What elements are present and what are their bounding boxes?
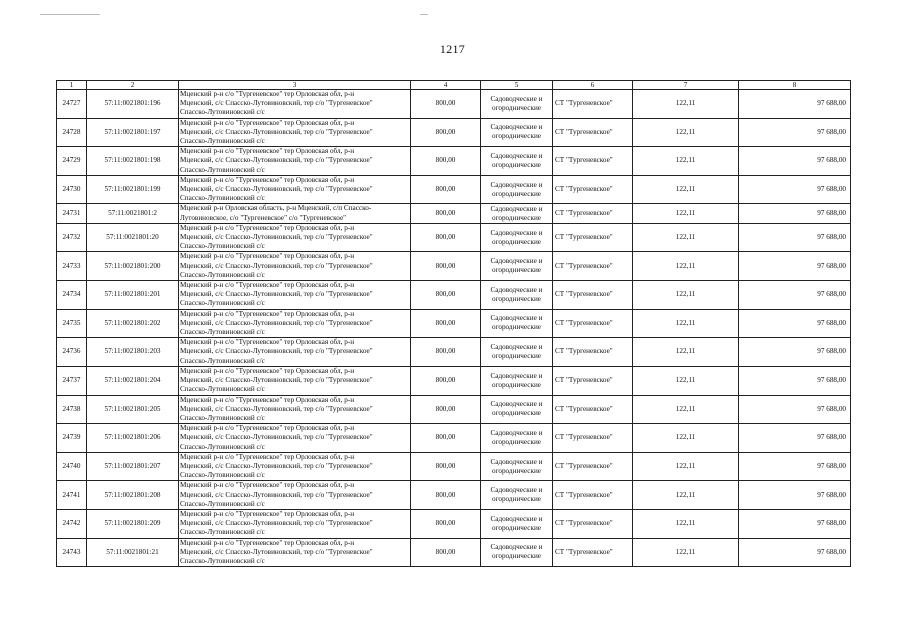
- cadastral-cost-cell: 97 688,00: [739, 538, 851, 567]
- address-cell: [179, 538, 411, 567]
- register-table-container: [56, 80, 851, 567]
- address-line: Мценский, с/с Спасско-Лутовиновский, тер с/о "Тургеневское": [180, 156, 373, 165]
- address-line: Мценский р-н с/о "Тургеневское" тер Орловская обл, р-н: [180, 252, 355, 261]
- organization-cell: СТ "Тургеневское": [553, 204, 633, 223]
- row-number-cell: 24741: [57, 481, 87, 510]
- address-line: Мценский р-н с/о "Тургеневское" тер Орловская обл, р-н: [180, 509, 355, 518]
- purpose-line: Садоводческие и: [490, 228, 543, 237]
- address-line: Мценский, с/с Спасско-Лутовиновский, тер с/о "Тургеневское": [180, 127, 373, 136]
- row-number-cell: 24736: [57, 338, 87, 367]
- row-number-cell: 24731: [57, 204, 87, 223]
- table-row: [57, 366, 851, 395]
- table-row: [57, 175, 851, 204]
- cadastral-number-cell: 57:11:0021801:199: [87, 175, 179, 204]
- organization-cell: СТ "Тургеневское": [553, 175, 633, 204]
- area-cell: 800,00: [411, 366, 481, 395]
- address-line: Спасско-Лутовиновский с/с: [180, 499, 265, 508]
- unit-value-cell: 122,11: [633, 538, 739, 567]
- area-cell: 800,00: [411, 309, 481, 338]
- purpose-line: Садоводческие и: [490, 152, 543, 161]
- row-number-cell: 24739: [57, 424, 87, 453]
- address-line: Мценский р-н с/о "Тургеневское" тер Орловская обл, р-н: [180, 309, 355, 318]
- table-row: [57, 395, 851, 424]
- address-line: Мценский, с/с Спасско-Лутовиновский, тер с/о "Тургеневское": [180, 404, 373, 413]
- row-number-cell: 24727: [57, 90, 87, 119]
- organization-cell: СТ "Тургеневское": [553, 538, 633, 567]
- row-number-cell: 24743: [57, 538, 87, 567]
- table-row: [57, 481, 851, 510]
- cadastral-number-cell: 57:11:0021801:21: [87, 538, 179, 567]
- unit-value-cell: 122,11: [633, 481, 739, 510]
- cadastral-number-cell: 57:11:0021801:206: [87, 424, 179, 453]
- purpose-cell: [481, 90, 553, 119]
- area-cell: 800,00: [411, 147, 481, 176]
- area-cell: 800,00: [411, 252, 481, 281]
- cadastral-cost-cell: 97 688,00: [739, 252, 851, 281]
- address-cell: [179, 147, 411, 176]
- address-cell: [179, 252, 411, 281]
- cadastral-cost-cell: 97 688,00: [739, 452, 851, 481]
- row-number-cell: 24737: [57, 366, 87, 395]
- purpose-line: огороднические: [492, 466, 541, 475]
- address-line: Мценский р-н с/о "Тургеневское" тер Орловская обл, р-н: [180, 395, 355, 404]
- purpose-line: огороднические: [492, 323, 541, 332]
- unit-value-cell: 122,11: [633, 147, 739, 176]
- cadastral-cost-cell: 97 688,00: [739, 204, 851, 223]
- organization-cell: СТ "Тургеневское": [553, 366, 633, 395]
- unit-value-cell: 122,11: [633, 395, 739, 424]
- area-cell: 800,00: [411, 118, 481, 147]
- address-line: Спасско-Лутовиновский с/с: [180, 442, 265, 451]
- organization-cell: СТ "Тургеневское": [553, 90, 633, 119]
- unit-value-cell: 122,11: [633, 204, 739, 223]
- purpose-cell: [481, 366, 553, 395]
- purpose-cell: [481, 175, 553, 204]
- cadastral-number-cell: 57:11:0021801:207: [87, 452, 179, 481]
- row-number-cell: 24734: [57, 281, 87, 310]
- purpose-line: Садоводческие и: [490, 180, 543, 189]
- row-number-cell: 24732: [57, 223, 87, 252]
- organization-cell: СТ "Тургеневское": [553, 309, 633, 338]
- address-cell: [179, 338, 411, 367]
- cadastral-number-cell: 57:11:0021801:198: [87, 147, 179, 176]
- purpose-line: Садоводческие и: [490, 543, 543, 552]
- address-line: Мценский, с/с Спасско-Лутовиновский, тер с/о "Тургеневское": [180, 461, 373, 470]
- purpose-cell: [481, 338, 553, 367]
- organization-cell: СТ "Тургеневское": [553, 452, 633, 481]
- purpose-line: огороднические: [492, 352, 541, 361]
- table-row: [57, 252, 851, 281]
- table-row: [57, 223, 851, 252]
- purpose-line: огороднические: [492, 237, 541, 246]
- address-line: Мценский, с/с Спасско-Лутовиновский, тер с/о "Тургеневское": [180, 261, 373, 270]
- purpose-cell: [481, 252, 553, 281]
- land-plot-register-table: [56, 80, 851, 567]
- area-cell: 800,00: [411, 395, 481, 424]
- column-header: 4: [411, 81, 481, 90]
- address-line: Спасско-Лутовиновский с/с: [180, 356, 265, 365]
- cadastral-number-cell: 57:11:0021801:20: [87, 223, 179, 252]
- cadastral-number-cell: 57:11:0021801:197: [87, 118, 179, 147]
- area-cell: 800,00: [411, 90, 481, 119]
- register-table-body: [57, 90, 851, 567]
- address-line: Спасско-Лутовиновский с/с: [180, 471, 265, 480]
- row-number-cell: 24742: [57, 509, 87, 538]
- scan-artifact: [40, 14, 100, 15]
- table-row: [57, 309, 851, 338]
- unit-value-cell: 122,11: [633, 118, 739, 147]
- column-header: 3: [179, 81, 411, 90]
- purpose-line: Садоводческие и: [490, 314, 543, 323]
- table-row: [57, 147, 851, 176]
- address-cell: [179, 366, 411, 395]
- purpose-cell: [481, 309, 553, 338]
- table-row: [57, 204, 851, 223]
- unit-value-cell: 122,11: [633, 175, 739, 204]
- table-row: [57, 509, 851, 538]
- address-line: Спасско-Лутовиновский с/с: [180, 165, 265, 174]
- area-cell: 800,00: [411, 204, 481, 223]
- address-line: Спасско-Лутовиновский с/с: [180, 108, 265, 117]
- address-line: Мценский р-н с/о "Тургеневское" тер Орловская обл, р-н: [180, 281, 355, 290]
- purpose-line: Садоводческие и: [490, 94, 543, 103]
- table-row: [57, 424, 851, 453]
- row-number-cell: 24728: [57, 118, 87, 147]
- purpose-line: огороднические: [492, 552, 541, 561]
- address-line: Мценский, с/с Спасско-Лутовиновский, тер с/о "Тургеневское": [180, 490, 373, 499]
- unit-value-cell: 122,11: [633, 252, 739, 281]
- purpose-line: Садоводческие и: [490, 285, 543, 294]
- cadastral-number-cell: 57:11:0021801:209: [87, 509, 179, 538]
- unit-value-cell: 122,11: [633, 366, 739, 395]
- address-line: Мценский р-н с/о "Тургеневское" тер Орловская обл, р-н: [180, 147, 355, 156]
- area-cell: 800,00: [411, 338, 481, 367]
- address-line: Спасско-Лутовиновский с/с: [180, 413, 265, 422]
- row-number-cell: 24729: [57, 147, 87, 176]
- purpose-line: огороднические: [492, 523, 541, 532]
- address-line: Мценский р-н с/о "Тургеневское" тер Орловская обл, р-н: [180, 175, 355, 184]
- column-header: 7: [633, 81, 739, 90]
- purpose-line: Садоводческие и: [490, 123, 543, 132]
- area-cell: 800,00: [411, 424, 481, 453]
- table-row: [57, 281, 851, 310]
- unit-value-cell: 122,11: [633, 281, 739, 310]
- purpose-cell: [481, 538, 553, 567]
- address-line: Мценский р-н с/о "Тургеневское" тер Орловская обл, р-н: [180, 452, 355, 461]
- organization-cell: СТ "Тургеневское": [553, 281, 633, 310]
- address-line: Мценский, с/с Спасско-Лутовиновский, тер с/о "Тургеневское": [180, 185, 373, 194]
- unit-value-cell: 122,11: [633, 424, 739, 453]
- address-line: Мценский р-н с/о "Тургеневское" тер Орловская обл, р-н: [180, 366, 355, 375]
- cadastral-cost-cell: 97 688,00: [739, 366, 851, 395]
- purpose-line: Садоводческие и: [490, 486, 543, 495]
- organization-cell: СТ "Тургеневское": [553, 147, 633, 176]
- address-line: Мценский р-н с/о "Тургеневское" тер Орловская обл, р-н: [180, 338, 355, 347]
- area-cell: 800,00: [411, 509, 481, 538]
- cadastral-cost-cell: 97 688,00: [739, 395, 851, 424]
- table-row: [57, 90, 851, 119]
- address-line: Мценский, с/с Спасско-Лутовиновский, тер с/о "Тургеневское": [180, 318, 373, 327]
- table-row: [57, 338, 851, 367]
- address-line: Мценский, с/с Спасско-Лутовиновский, тер с/о "Тургеневское": [180, 547, 373, 556]
- purpose-line: огороднические: [492, 380, 541, 389]
- purpose-cell: [481, 424, 553, 453]
- cadastral-cost-cell: 97 688,00: [739, 338, 851, 367]
- address-cell: [179, 204, 411, 223]
- purpose-line: огороднические: [492, 103, 541, 112]
- address-cell: [179, 223, 411, 252]
- area-cell: 800,00: [411, 223, 481, 252]
- address-line: Спасско-Лутовиновский с/с: [180, 528, 265, 537]
- purpose-line: огороднические: [492, 437, 541, 446]
- address-cell: [179, 452, 411, 481]
- purpose-line: огороднические: [492, 213, 541, 222]
- cadastral-number-cell: 57:11:0021801:200: [87, 252, 179, 281]
- cadastral-cost-cell: 97 688,00: [739, 147, 851, 176]
- cadastral-cost-cell: 97 688,00: [739, 509, 851, 538]
- address-line: Мценский, с/с Спасско-Лутовиновский, тер с/о "Тургеневское": [180, 233, 373, 242]
- column-header: 1: [57, 81, 87, 90]
- column-header: 5: [481, 81, 553, 90]
- address-cell: [179, 509, 411, 538]
- address-line: Мценский, с/с Спасско-Лутовиновский, тер с/о "Тургеневское": [180, 99, 373, 108]
- page-number: 1217: [439, 42, 466, 56]
- purpose-cell: [481, 281, 553, 310]
- address-line: Мценский, с/с Спасско-Лутовиновский, тер с/о "Тургеневское": [180, 290, 373, 299]
- address-line: Мценский р-н Орловская область, р-н Мценский, с/п Спасско-: [180, 204, 372, 213]
- row-number-cell: 24733: [57, 252, 87, 281]
- address-line: Спасско-Лутовиновский с/с: [180, 299, 265, 308]
- purpose-line: огороднические: [492, 495, 541, 504]
- purpose-cell: [481, 223, 553, 252]
- scan-artifact: [420, 14, 428, 15]
- purpose-line: Садоводческие и: [490, 400, 543, 409]
- purpose-line: Садоводческие и: [490, 428, 543, 437]
- purpose-cell: [481, 509, 553, 538]
- address-line: Мценский р-н с/о "Тургеневское" тер Орловская обл, р-н: [180, 118, 355, 127]
- cadastral-cost-cell: 97 688,00: [739, 281, 851, 310]
- purpose-line: Садоводческие и: [490, 514, 543, 523]
- address-line: Мценский р-н с/о "Тургеневское" тер Орловская обл, р-н: [180, 90, 355, 98]
- address-line: Мценский, с/с Спасско-Лутовиновский, тер с/о "Тургеневское": [180, 433, 373, 442]
- purpose-cell: [481, 395, 553, 424]
- cadastral-number-cell: 57:11:0021801:196: [87, 90, 179, 119]
- purpose-line: огороднические: [492, 161, 541, 170]
- address-line: Мценский, с/с Спасско-Лутовиновский, тер с/о "Тургеневское": [180, 376, 373, 385]
- area-cell: 800,00: [411, 281, 481, 310]
- unit-value-cell: 122,11: [633, 309, 739, 338]
- purpose-line: огороднические: [492, 132, 541, 141]
- purpose-line: Садоводческие и: [490, 257, 543, 266]
- organization-cell: СТ "Тургеневское": [553, 223, 633, 252]
- address-line: Спасско-Лутовиновский с/с: [180, 328, 265, 337]
- organization-cell: СТ "Тургеневское": [553, 481, 633, 510]
- address-line: Мценский р-н с/о "Тургеневское" тер Орловская обл, р-н: [180, 424, 355, 433]
- cadastral-number-cell: 57:11:0021801:202: [87, 309, 179, 338]
- address-cell: [179, 424, 411, 453]
- column-header: 8: [739, 81, 851, 90]
- organization-cell: СТ "Тургеневское": [553, 338, 633, 367]
- cadastral-number-cell: 57:11:0021801:2: [87, 204, 179, 223]
- cadastral-number-cell: 57:11:0021801:208: [87, 481, 179, 510]
- table-row: [57, 118, 851, 147]
- purpose-line: огороднические: [492, 189, 541, 198]
- organization-cell: СТ "Тургеневское": [553, 252, 633, 281]
- unit-value-cell: 122,11: [633, 223, 739, 252]
- purpose-line: огороднические: [492, 409, 541, 418]
- cadastral-cost-cell: 97 688,00: [739, 481, 851, 510]
- cadastral-cost-cell: 97 688,00: [739, 424, 851, 453]
- organization-cell: СТ "Тургеневское": [553, 118, 633, 147]
- unit-value-cell: 122,11: [633, 509, 739, 538]
- organization-cell: СТ "Тургеневское": [553, 509, 633, 538]
- organization-cell: СТ "Тургеневское": [553, 424, 633, 453]
- address-cell: [179, 481, 411, 510]
- cadastral-number-cell: 57:11:0021801:203: [87, 338, 179, 367]
- address-line: Лутовиновское, с/о "Тургеневское" с/о "Тургеневское": [180, 213, 347, 222]
- purpose-line: Садоводческие и: [490, 343, 543, 352]
- address-line: Мценский, с/с Спасско-Лутовиновский, тер с/о "Тургеневское": [180, 519, 373, 528]
- column-header: 6: [553, 81, 633, 90]
- unit-value-cell: 122,11: [633, 338, 739, 367]
- purpose-line: Садоводческие и: [490, 457, 543, 466]
- address-line: Спасско-Лутовиновский с/с: [180, 137, 265, 146]
- cadastral-cost-cell: 97 688,00: [739, 175, 851, 204]
- address-cell: [179, 118, 411, 147]
- column-number-header-row: [57, 81, 851, 90]
- address-line: Спасско-Лутовиновский с/с: [180, 194, 265, 203]
- address-line: Спасско-Лутовиновский с/с: [180, 385, 265, 394]
- row-number-cell: 24738: [57, 395, 87, 424]
- purpose-line: огороднические: [492, 266, 541, 275]
- table-row: [57, 538, 851, 567]
- unit-value-cell: 122,11: [633, 90, 739, 119]
- purpose-cell: [481, 147, 553, 176]
- cadastral-number-cell: 57:11:0021801:201: [87, 281, 179, 310]
- address-cell: [179, 281, 411, 310]
- cadastral-cost-cell: 97 688,00: [739, 90, 851, 119]
- column-header: 2: [87, 81, 179, 90]
- area-cell: 800,00: [411, 175, 481, 204]
- purpose-cell: [481, 118, 553, 147]
- address-line: Спасско-Лутовиновский с/с: [180, 270, 265, 279]
- cadastral-number-cell: 57:11:0021801:204: [87, 366, 179, 395]
- area-cell: 800,00: [411, 538, 481, 567]
- cadastral-cost-cell: 97 688,00: [739, 223, 851, 252]
- row-number-cell: 24730: [57, 175, 87, 204]
- table-row: [57, 452, 851, 481]
- row-number-cell: 24740: [57, 452, 87, 481]
- cadastral-cost-cell: 97 688,00: [739, 309, 851, 338]
- address-line: Мценский р-н с/о "Тургеневское" тер Орловская обл, р-н: [180, 538, 355, 547]
- address-line: Мценский р-н с/о "Тургеневское" тер Орловская обл, р-н: [180, 223, 355, 232]
- cadastral-cost-cell: 97 688,00: [739, 118, 851, 147]
- purpose-line: огороднические: [492, 294, 541, 303]
- address-line: Мценский, с/с Спасско-Лутовиновский, тер с/о "Тургеневское": [180, 347, 373, 356]
- address-line: Спасско-Лутовиновский с/с: [180, 242, 265, 251]
- address-cell: [179, 175, 411, 204]
- address-line: Спасско-Лутовиновский с/с: [180, 556, 265, 565]
- purpose-cell: [481, 481, 553, 510]
- address-line: Мценский р-н с/о "Тургеневское" тер Орловская обл, р-н: [180, 481, 355, 490]
- cadastral-number-cell: 57:11:0021801:205: [87, 395, 179, 424]
- address-cell: [179, 309, 411, 338]
- purpose-line: Садоводческие и: [490, 371, 543, 380]
- purpose-cell: [481, 452, 553, 481]
- organization-cell: СТ "Тургеневское": [553, 395, 633, 424]
- purpose-line: Садоводческие и: [490, 204, 543, 213]
- area-cell: 800,00: [411, 452, 481, 481]
- row-number-cell: 24735: [57, 309, 87, 338]
- area-cell: 800,00: [411, 481, 481, 510]
- address-cell: [179, 395, 411, 424]
- purpose-cell: [481, 204, 553, 223]
- address-cell: [179, 90, 411, 119]
- unit-value-cell: 122,11: [633, 452, 739, 481]
